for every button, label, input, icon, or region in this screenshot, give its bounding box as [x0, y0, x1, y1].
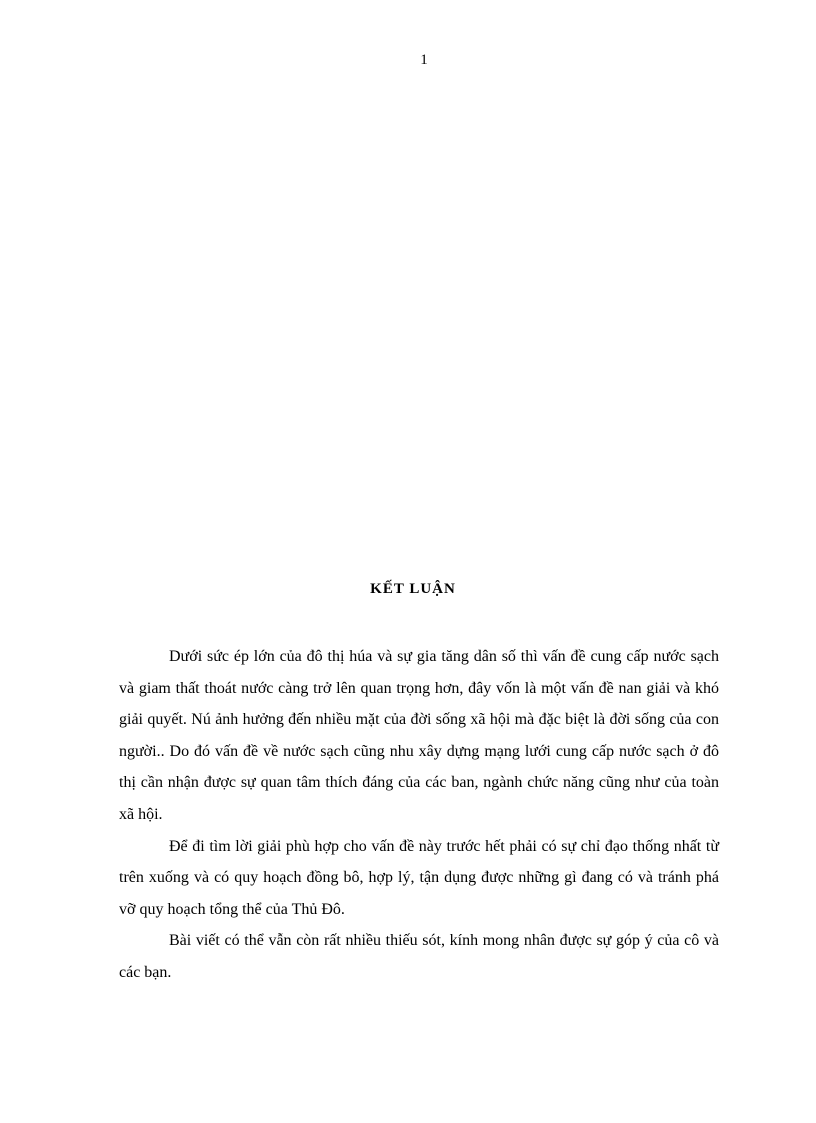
paragraph-2: Để đi tìm lời giải phù hợp cho vấn đề này trước hết phải có sự chỉ đạo thống nhất từ trên xuống và có quy hoạch đồng bô, hợp lý, tận dụng được những gì đang có và tránh phá vỡ quy hoạch tổng thể của Thủ Đô. [119, 837, 719, 918]
paragraph-1: Dưới sức ép lớn của đô thị húa và sự gia tăng dân số thì vấn đề cung cấp nước sạch và giam thất thoát nước càng trở lên quan trọng hơn, đây vốn là một vấn đề nan giải và khó giải quyết. Nú ảnh hưởng đến nhiều mặt của đời sống xã hội mà đặc biệt là đời sống của con người.. Do đó vấn đề về nước sạch cũng nhu xây dựng mạng lưới cung cấp nước sạch ở đô thị cần nhận được sự quan tâm thích đáng của các ban, ngành chức năng cũng như của toàn xã hội. [119, 648, 719, 823]
paragraph-3: Bài viết có thể vẫn còn rất nhiều thiếu sót, kính mong nhân được sự góp ý của cô và các bạn. [119, 932, 719, 981]
conclusion-body [119, 641, 719, 989]
section-heading: KẾT LUẬN [370, 581, 456, 597]
page-number: 1 [420, 52, 428, 68]
